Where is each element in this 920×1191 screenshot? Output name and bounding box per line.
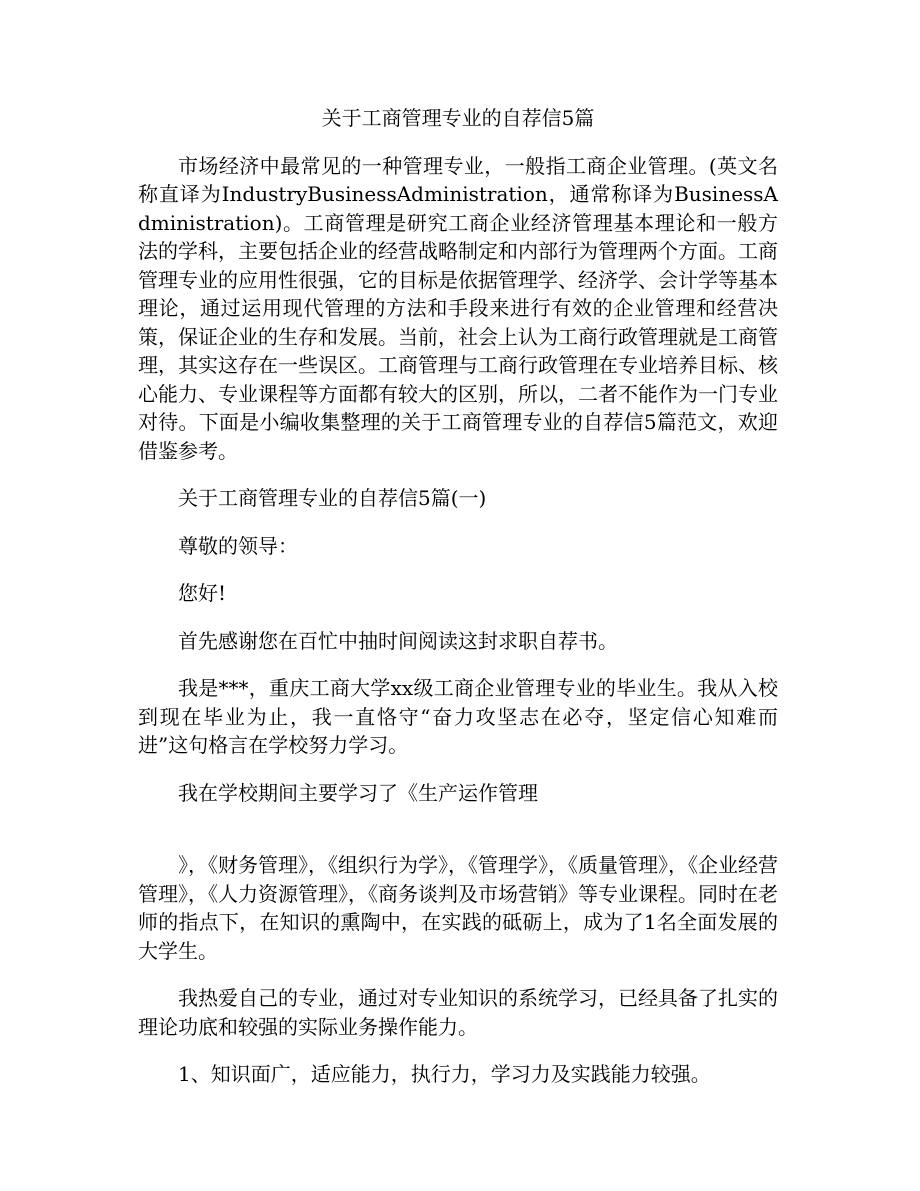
thanks-paragraph: 首先感谢您在百忙中抽时间阅读这封求职自荐书。	[178, 628, 618, 653]
self-introduction-paragraph: 我是***，重庆工商大学xx级工商企业管理专业的毕业生。我从入校到现在毕业为止，我一直恪守“奋力攻坚志在必夺，坚定信心知难而进”这句格言在学校努力学习。	[138, 676, 778, 757]
major-paragraph: 我热爱自己的专业，通过对专业知识的系统学习，已经具备了扎实的理论功底和较强的实际业务操作能力。	[138, 986, 778, 1039]
section-heading: 关于工商管理专业的自荐信5篇(一)	[178, 486, 487, 510]
salutation: 尊敬的领导：	[178, 533, 298, 558]
document-body	[138, 104, 778, 1108]
document-title: 关于工商管理专业的自荐信5篇	[321, 106, 595, 130]
courses-lead-paragraph: 我在学校期间主要学习了《生产运作管理	[178, 780, 538, 805]
greeting: 您好!	[178, 581, 227, 605]
intro-paragraph: 市场经济中最常见的一种管理专业，一般指工商企业管理。(英文名称直译为IndustryBusinessAdministration，通常称译为BusinessAdministration)。工商管理是研究工商企业经济管理基本理论和一般方法的学科，主要包括企业的经营战略制定和内部行为管理两个方面。工商管理专业的应用性很强，它的目标是依据管理学、经济学、会计学等基本理论，通过运用现代管理的方法和手段来进行有效的企业管理和经营决策，保证企业的生存和发展。当前，社会上认为工商行政管理就是工商管理，其实这存在一些误区。工商管理与工商行政管理在专业培养目标、核心能力、专业课程等方面都有较大的区别，所以，二者不能作为一门专业对待。下面是小编收集整理的关于工商管理专业的自荐信5篇范文，欢迎借鉴参考。	[138, 153, 778, 463]
strength-item: 1、知识面广，适应能力，执行力，学习力及实践能力较强。	[178, 1062, 711, 1086]
courses-paragraph: 》，《财务管理》，《组织行为学》，《管理学》，《质量管理》，《企业经营管理》，《人力资源管理》，《商务谈判及市场营销》等专业课程。同时在老师的指点下，在知识的熏陶中，在实践的砥砺上，成为了1名全面发展的大学生。	[138, 853, 778, 963]
